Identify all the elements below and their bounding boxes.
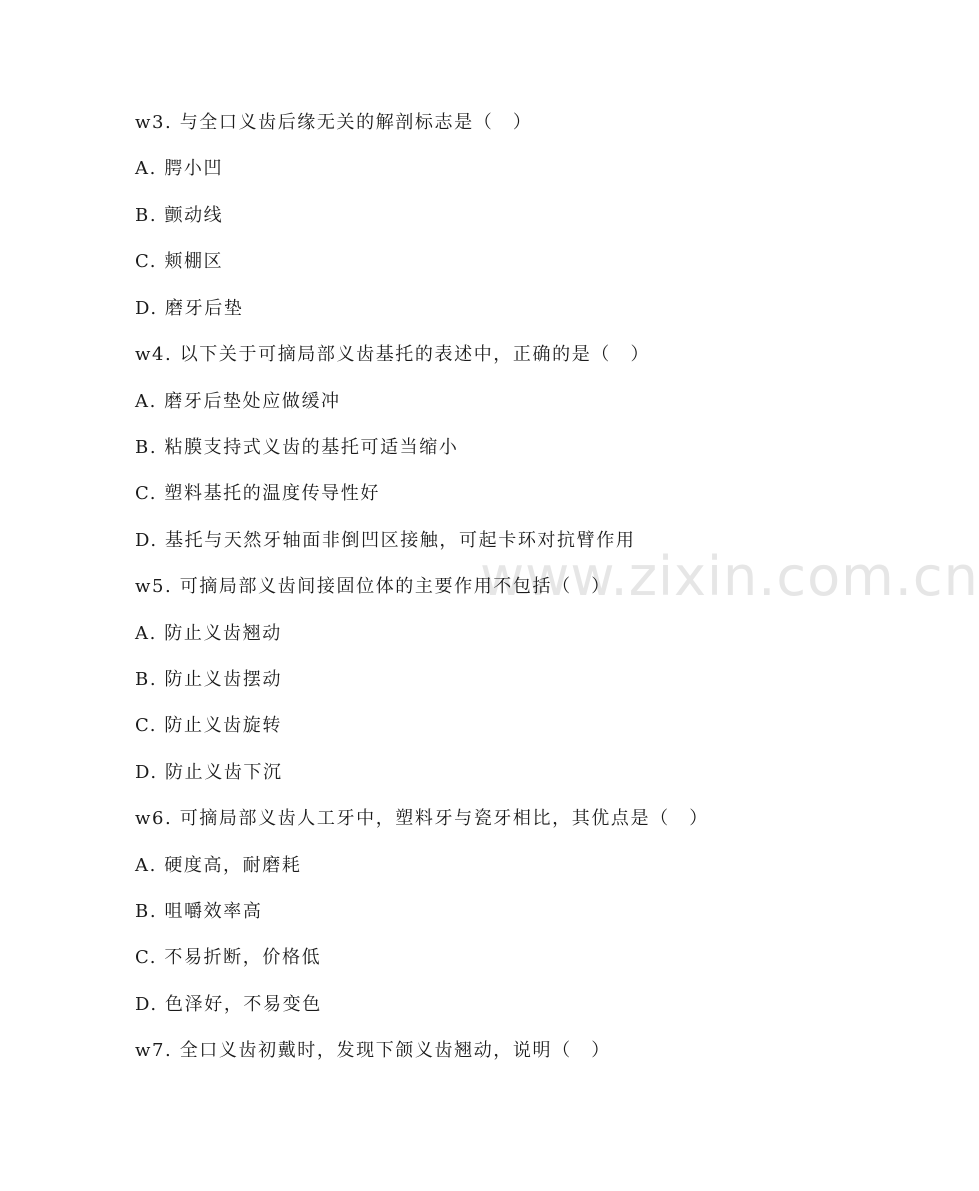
option-w5-d: D. 防止义齿下沉: [135, 762, 283, 783]
option-w3-a: A. 腭小凹: [135, 158, 224, 179]
question-w4: w4. 以下关于可摘局部义齿基托的表述中，正确的是（ ）: [135, 344, 651, 365]
option-w4-d: D. 基托与天然牙轴面非倒凹区接触，可起卡环对抗臂作用: [135, 530, 636, 551]
question-w6: w6. 可摘局部义齿人工牙中，塑料牙与瓷牙相比，其优点是（ ）: [135, 808, 709, 829]
option-w5-c: C. 防止义齿旋转: [135, 715, 282, 736]
option-w6-c: C. 不易折断，价格低: [135, 947, 322, 968]
option-w6-d: D. 色泽好，不易变色: [135, 994, 322, 1015]
question-w5: w5. 可摘局部义齿间接固位体的主要作用不包括（ ）: [135, 576, 611, 597]
option-w4-a: A. 磨牙后垫处应做缓冲: [135, 391, 341, 412]
option-w6-b: B. 咀嚼效率高: [135, 901, 263, 922]
option-w3-c: C. 颊棚区: [135, 251, 224, 272]
question-w7: w7. 全口义齿初戴时，发现下颌义齿翘动，说明（ ）: [135, 1040, 611, 1061]
option-w6-a: A. 硬度高，耐磨耗: [135, 855, 302, 876]
watermark: www.zixin.com.cn: [480, 545, 979, 608]
option-w5-b: B. 防止义齿摆动: [135, 669, 283, 690]
option-w3-d: D. 磨牙后垫: [135, 298, 244, 319]
option-w4-b: B. 粘膜支持式义齿的基托可适当缩小: [135, 437, 459, 458]
option-w4-c: C. 塑料基托的温度传导性好: [135, 483, 380, 504]
option-w3-b: B. 颤动线: [135, 205, 224, 226]
option-w5-a: A. 防止义齿翘动: [135, 623, 282, 644]
question-w3: w3. 与全口义齿后缘无关的解剖标志是（ ）: [135, 112, 533, 133]
